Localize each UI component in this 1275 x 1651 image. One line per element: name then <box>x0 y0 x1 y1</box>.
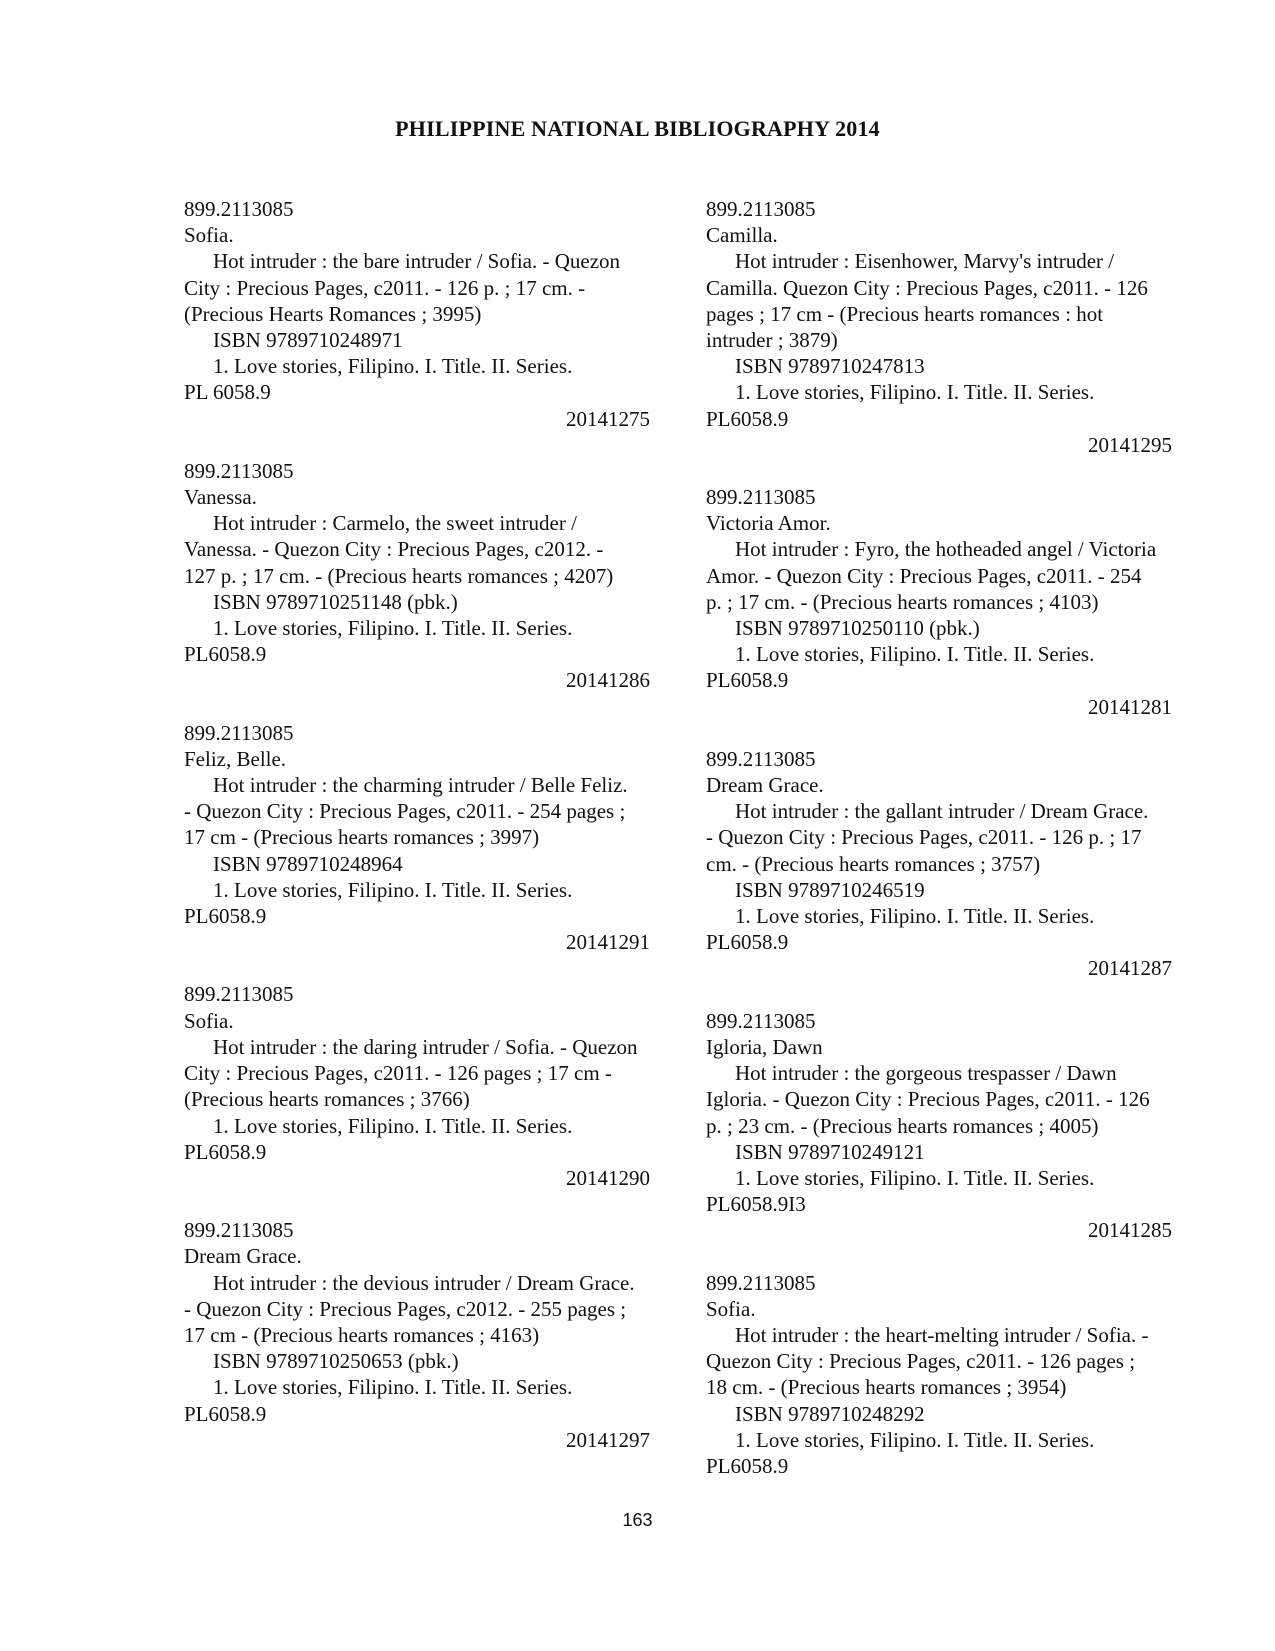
isbn: ISBN 9789710250110 (pbk.) <box>735 616 980 641</box>
bibliographic-entry <box>184 720 668 956</box>
description-line: 18 cm. - (Precious hearts romances ; 3954) <box>706 1375 1067 1400</box>
lc-class-number: PL6058.9 <box>706 406 789 431</box>
description-line: City : Precious Pages, c2011. - 126 p. ; 17 cm. - <box>184 275 586 300</box>
description-line: Amor. - Quezon City : Precious Pages, c2011. - 254 <box>706 563 1142 588</box>
description-line: Hot intruder : the daring intruder / Sofia. - Quezon <box>213 1034 638 1059</box>
description-line: pages ; 17 cm - (Precious hearts romances : hot <box>706 301 1104 326</box>
isbn: ISBN 9789710247813 <box>735 354 925 379</box>
subject-tracings: 1. Love stories, Filipino. I. Title. II. Series. <box>735 380 1095 405</box>
isbn: ISBN 9789710246519 <box>735 877 925 902</box>
isbn: ISBN 9789710249121 <box>735 1139 925 1164</box>
description-line: - Quezon City : Precious Pages, c2011. - 254 pages ; <box>184 799 626 824</box>
call-number: 899.2113085 <box>184 197 294 221</box>
description-line: Vanessa. - Quezon City : Precious Pages, c2012. - <box>184 537 604 562</box>
subject-tracings: 1. Love stories, Filipino. I. Title. II. Series. <box>735 904 1095 929</box>
bibliographic-entry <box>184 196 668 432</box>
right-column <box>706 196 1190 1505</box>
isbn: ISBN 9789710248292 <box>735 1401 925 1426</box>
bibliographic-entry <box>706 484 1190 720</box>
lc-class-number: PL6058.9I3 <box>706 1192 806 1217</box>
accession-number: 20141286 <box>566 668 650 693</box>
description-line: 17 cm - (Precious hearts romances ; 4163) <box>184 1322 540 1347</box>
subject-tracings: 1. Love stories, Filipino. I. Title. II. Series. <box>735 1427 1095 1452</box>
author-heading: Dream Grace. <box>184 1244 302 1269</box>
accession-number: 20141285 <box>1088 1218 1172 1243</box>
isbn: ISBN 9789710251148 (pbk.) <box>213 589 458 614</box>
page-number: 163 <box>622 1510 653 1530</box>
subject-tracings: 1. Love stories, Filipino. I. Title. II. Series. <box>213 877 573 902</box>
description-line: p. ; 23 cm. - (Precious hearts romances ; 4005) <box>706 1113 1099 1138</box>
bibliographic-entry <box>706 1270 1190 1480</box>
bibliographic-entry <box>184 981 668 1191</box>
description-line: Hot intruder : Fyro, the hotheaded angel / Victoria <box>735 537 1157 562</box>
description-line: Hot intruder : Eisenhower, Marvy's intruder / <box>735 249 1115 274</box>
lc-class-number: PL6058.9 <box>706 930 789 955</box>
description-line: - Quezon City : Precious Pages, c2012. - 255 pages ; <box>184 1296 627 1321</box>
description-line: Hot intruder : Carmelo, the sweet intruder / <box>213 511 577 536</box>
lc-class-number: PL6058.9 <box>184 642 267 667</box>
bibliographic-entry <box>706 196 1190 458</box>
description-line: Hot intruder : the bare intruder / Sofia. - Quezon <box>213 249 621 274</box>
author-heading: Sofia. <box>184 223 234 248</box>
accession-number: 20141295 <box>1088 432 1172 457</box>
subject-tracings: 1. Love stories, Filipino. I. Title. II. Series. <box>213 1375 573 1400</box>
description-line: 17 cm - (Precious hearts romances ; 3997) <box>184 825 540 850</box>
description-line: p. ; 17 cm. - (Precious hearts romances ; 4103) <box>706 589 1099 614</box>
call-number: 899.2113085 <box>184 458 294 483</box>
call-number: 899.2113085 <box>706 197 816 221</box>
bibliographic-entry <box>184 458 668 694</box>
description-line: Camilla. Quezon City : Precious Pages, c2011. - 126 <box>706 275 1148 300</box>
lc-class-number: PL6058.9 <box>706 668 789 693</box>
accession-number: 20141281 <box>1088 694 1172 719</box>
subject-tracings: 1. Love stories, Filipino. I. Title. II. Series. <box>735 642 1095 667</box>
description-line: Hot intruder : the charming intruder / Belle Feliz. <box>213 773 628 798</box>
bibliographic-entry <box>184 1217 668 1453</box>
call-number: 899.2113085 <box>184 720 294 745</box>
description-line: (Precious hearts romances ; 3766) <box>184 1087 470 1112</box>
accession-number: 20141290 <box>566 1165 650 1190</box>
call-number: 899.2113085 <box>184 982 294 1007</box>
accession-number: 20141297 <box>566 1427 650 1452</box>
author-heading: Dream Grace. <box>706 773 824 798</box>
accession-number: 20141287 <box>1088 956 1172 981</box>
subject-tracings: 1. Love stories, Filipino. I. Title. II. Series. <box>213 1113 573 1138</box>
accession-number: 20141275 <box>566 406 650 431</box>
description-line: Hot intruder : the devious intruder / Dream Grace. <box>213 1270 635 1295</box>
call-number: 899.2113085 <box>706 485 816 510</box>
isbn: ISBN 9789710248971 <box>213 328 403 353</box>
isbn: ISBN 9789710250653 (pbk.) <box>213 1349 459 1374</box>
page-title: PHILIPPINE NATIONAL BIBLIOGRAPHY 2014 <box>395 116 880 141</box>
description-line: - Quezon City : Precious Pages, c2011. - 126 p. ; 17 <box>706 825 1142 850</box>
bibliographic-entry <box>706 746 1190 982</box>
subject-tracings: 1. Love stories, Filipino. I. Title. II. Series. <box>213 354 573 379</box>
description-line: Quezon City : Precious Pages, c2011. - 126 pages ; <box>706 1349 1136 1374</box>
description-line: Hot intruder : the gallant intruder / Dream Grace. <box>735 799 1149 824</box>
lc-class-number: PL6058.9 <box>184 904 267 929</box>
description-line: cm. - (Precious hearts romances ; 3757) <box>706 851 1041 876</box>
description-line: City : Precious Pages, c2011. - 126 pages ; 17 cm - <box>184 1061 612 1086</box>
author-heading: Sofia. <box>706 1296 756 1321</box>
subject-tracings: 1. Love stories, Filipino. I. Title. II. Series. <box>735 1165 1095 1190</box>
author-heading: Sofia. <box>184 1008 234 1033</box>
description-line: Hot intruder : the gorgeous trespasser / Dawn <box>735 1061 1117 1086</box>
description-line: 127 p. ; 17 cm. - (Precious hearts romances ; 4207) <box>184 563 614 588</box>
description-line: Igloria. - Quezon City : Precious Pages, c2011. - 126 <box>706 1087 1150 1112</box>
author-heading: Igloria, Dawn <box>706 1034 823 1059</box>
description-line: intruder ; 3879) <box>706 328 838 353</box>
accession-number: 20141291 <box>566 930 650 955</box>
author-heading: Camilla. <box>706 223 778 248</box>
author-heading: Vanessa. <box>184 485 257 510</box>
lc-class-number: PL6058.9 <box>706 1453 789 1478</box>
subject-tracings: 1. Love stories, Filipino. I. Title. II. Series. <box>213 616 573 641</box>
lc-class-number: PL 6058.9 <box>184 380 271 405</box>
description-line: Hot intruder : the heart-melting intruder / Sofia. - <box>735 1322 1149 1347</box>
isbn: ISBN 9789710248964 <box>213 851 403 876</box>
lc-class-number: PL6058.9 <box>184 1139 267 1164</box>
author-heading: Victoria Amor. <box>706 511 831 536</box>
left-column <box>184 196 668 1479</box>
call-number: 899.2113085 <box>706 746 816 771</box>
call-number: 899.2113085 <box>706 1270 816 1295</box>
call-number: 899.2113085 <box>184 1218 294 1243</box>
author-heading: Feliz, Belle. <box>184 746 287 771</box>
description-line: (Precious Hearts Romances ; 3995) <box>184 301 482 326</box>
call-number: 899.2113085 <box>706 1008 816 1033</box>
bibliographic-entry <box>706 1008 1190 1244</box>
lc-class-number: PL6058.9 <box>184 1401 267 1426</box>
